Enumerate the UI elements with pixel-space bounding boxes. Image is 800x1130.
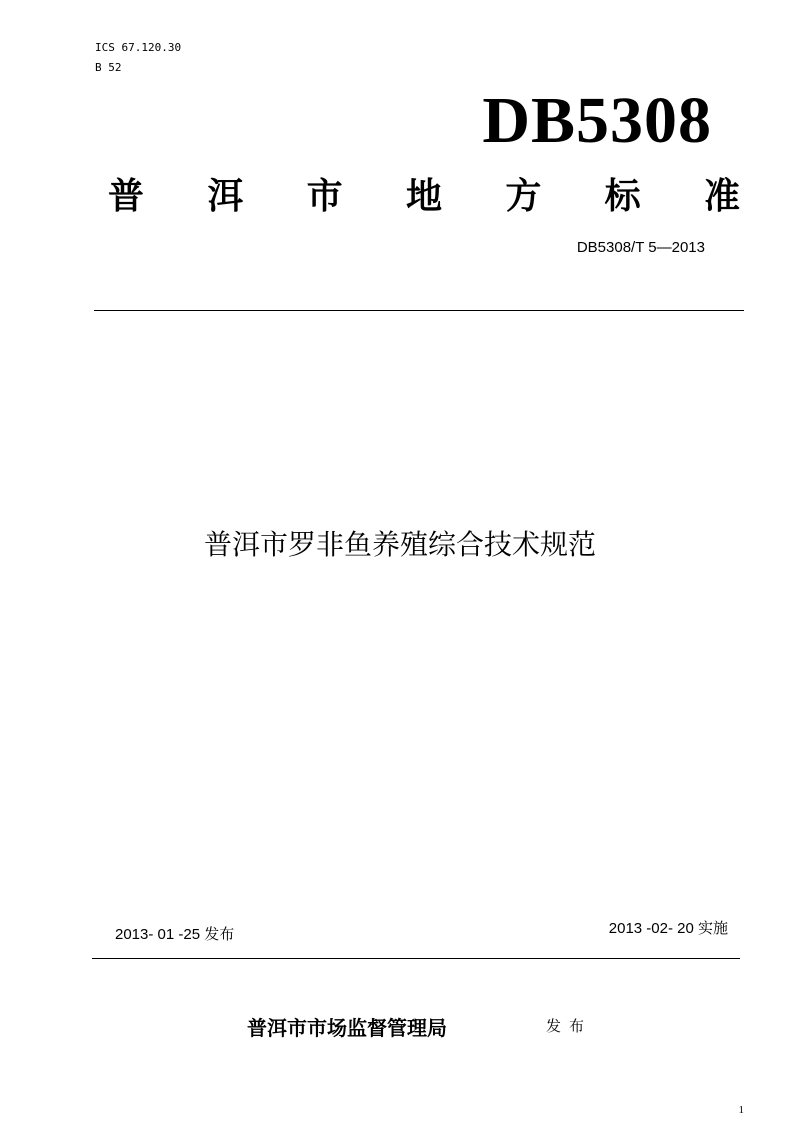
standard-prefix-code: DB5308 bbox=[482, 84, 712, 157]
issuing-authority: 普洱市市场监督管理局 bbox=[247, 1016, 447, 1040]
standard-number: DB5308/T 5—2013 bbox=[576, 239, 705, 256]
top-divider bbox=[94, 310, 744, 311]
document-title: 普洱市罗非鱼养殖综合技术规范 bbox=[203, 528, 596, 561]
ccs-code: B 52 bbox=[95, 61, 122, 74]
standard-type-char: 标 bbox=[604, 175, 641, 217]
standard-type-char: 洱 bbox=[207, 175, 244, 217]
standard-type-char: 方 bbox=[505, 175, 542, 217]
standard-type-heading bbox=[108, 174, 740, 218]
page-number: 1 bbox=[738, 1104, 744, 1116]
standard-type-char: 地 bbox=[405, 175, 442, 217]
issuer-action-label: 发布 bbox=[546, 1017, 593, 1035]
ics-code: ICS 67.120.30 bbox=[95, 41, 182, 54]
standard-type-char: 市 bbox=[306, 175, 343, 217]
implementation-date: 2013 -02- 20 实施 bbox=[608, 920, 728, 937]
standard-type-char: 普 bbox=[108, 175, 145, 217]
bottom-divider bbox=[92, 958, 740, 959]
issue-date: 2013- 01 -25 发布 bbox=[115, 926, 235, 943]
standard-type-char: 准 bbox=[703, 175, 740, 217]
